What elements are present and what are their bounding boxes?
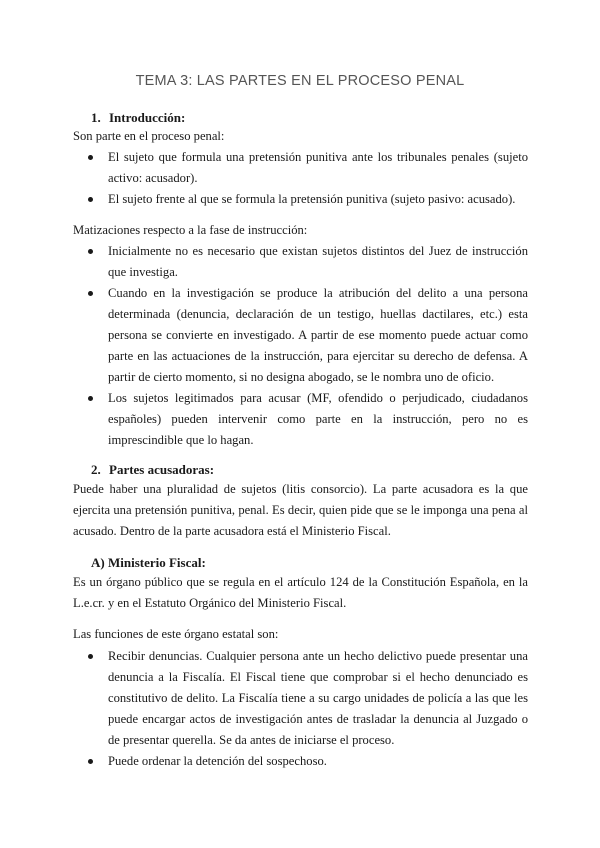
paragraph-partes-acusadoras: Puede haber una pluralidad de sujetos (litis consorcio). La parte acusadora es la que ejercita una pretensión punitiva, penal. Es decir, quien pide que se le imponga una pena al acusado. Dentro de la parte acusadora está el Ministerio Fiscal. [73,482,528,538]
list-item-text: Puede ordenar la detención del sospechoso. [108,754,327,768]
list-item-text: El sujeto frente al que se formula la pretensión punitiva (sujeto pasivo: acusado). [108,192,516,206]
list-item [108,189,528,210]
bullet-icon [88,197,93,202]
section-number: 1. [91,110,101,125]
paragraph-matizaciones: Matizaciones respecto a la fase de instrucción: [73,223,308,237]
list-item [108,283,528,388]
list-item-text: Inicialmente no es necesario que existan sujetos distintos del Juez de instrucción que investiga. [108,244,528,279]
list-item-text: El sujeto que formula una pretensión punitiva ante los tribunales penales (sujeto activo: acusador). [108,150,528,185]
bullet-icon [88,759,93,764]
bullet-icon [88,249,93,254]
paragraph-funciones: Las funciones de este órgano estatal son: [73,627,279,641]
section-heading-introduccion [91,110,185,126]
list-item [108,388,528,451]
bullet-icon [88,654,93,659]
subsection-heading-ministerio-fiscal: A) Ministerio Fiscal: [91,555,206,570]
list-item-text: Cuando en la investigación se produce la atribución del delito a una persona determinada (denuncia, declaración de un testigo, huellas dactilares, etc.) esta persona se convierte en investigado. A partir de ese momento puede actuar como parte en las actuaciones de la instrucción, para ejercitar su derecho de defensa. A partir de cierto momento, si no designa abogado, se le nombra uno de oficio. [108,286,528,384]
section-number: 2. [91,462,101,477]
paragraph-ministerio-fiscal: Es un órgano público que se regula en el artículo 124 de la Constitución Española, en la L.e.cr. y en el Estatuto Orgánico del Ministerio Fiscal. [73,575,528,610]
section-title: Partes acusadoras: [109,462,215,477]
paragraph-intro: Son parte en el proceso penal: [73,129,225,143]
bullet-icon [88,155,93,160]
list-item [108,147,528,189]
page-title: TEMA 3: LAS PARTES EN EL PROCESO PENAL [135,73,465,89]
list-item-text: Los sujetos legitimados para acusar (MF, ofendido o perjudicado, ciudadanos españoles) pueden intervenir como parte en la instrucción, pero no es imprescindible que lo hagan. [108,391,528,447]
list-item [108,241,528,283]
bullet-icon [88,291,93,296]
list-item [108,646,528,751]
bullet-icon [88,396,93,401]
list-item-text: Recibir denuncias. Cualquier persona ante un hecho delictivo puede presentar una denuncia a la Fiscalía. El Fiscal tiene que comprobar si el hecho denunciado es constitutivo de delito. La Fiscalía tiene a su cargo unidades de policía a las que les puede encargar actos de investigación antes de trasladar la denuncia al Juzgado o de presentar querella. Se da antes de iniciarse el proceso. [108,649,528,747]
section-title: Introducción: [109,110,186,125]
list-item [108,751,528,772]
section-heading-partes-acusadoras [91,462,214,478]
